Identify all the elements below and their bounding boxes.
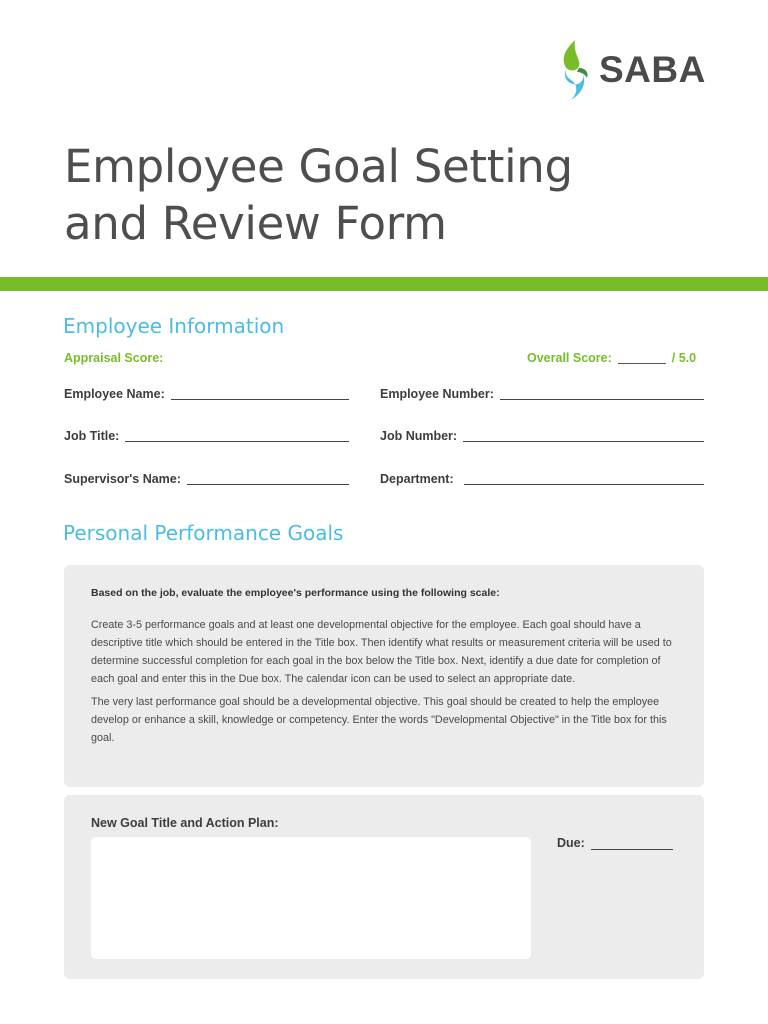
instructions-paragraph-1: Create 3-5 performance goals and at least one developmental objective for the employee. Each goal should have a descriptive title which should be entered in the Title box. Then identify what results or measurement criteria will be used to determine successful completion for each goal in the box below the Title box. Next, identify a due date for completion of each goal and enter this in the Due box. The calendar icon can be used to select an appropriate date. (91, 619, 672, 685)
overall-score-max: / 5.0 (671, 351, 697, 365)
overall-score-input[interactable] (618, 363, 666, 364)
employee-number-label: Employee Number: (380, 387, 494, 401)
page-title-line-1: Employee Goal Setting (64, 140, 573, 193)
department-field (380, 472, 704, 486)
new-goal-textarea[interactable] (91, 837, 531, 959)
employee-info-heading: Employee Information (63, 314, 285, 338)
header-divider (0, 277, 768, 291)
employee-number-input[interactable] (500, 399, 704, 400)
due-field (557, 836, 673, 850)
saba-leaf-icon (557, 38, 597, 102)
goals-heading: Personal Performance Goals (63, 521, 344, 545)
job-number-field (380, 429, 704, 443)
new-goal-box (64, 795, 704, 979)
employee-number-field (380, 387, 704, 401)
due-input[interactable] (591, 849, 673, 850)
job-number-label: Job Number: (380, 429, 458, 443)
department-input[interactable] (464, 484, 704, 485)
appraisal-score-label: Appraisal Score: (64, 351, 164, 365)
overall-score (527, 351, 696, 365)
instructions-lead: Based on the job, evaluate the employee's performance using the following scale: (91, 587, 500, 599)
overall-score-label: Overall Score: (527, 351, 612, 365)
instructions-box (64, 565, 704, 787)
employee-name-input[interactable] (171, 399, 349, 400)
new-goal-label: New Goal Title and Action Plan: (91, 816, 279, 830)
job-title-label: Job Title: (64, 429, 120, 443)
due-label: Due: (557, 836, 585, 850)
job-title-input[interactable] (125, 441, 349, 442)
department-label: Department: (380, 472, 454, 486)
employee-name-label: Employee Name: (64, 387, 165, 401)
supervisor-name-label: Supervisor's Name: (64, 472, 181, 486)
brand-name: SABA (599, 49, 706, 90)
job-number-input[interactable] (463, 441, 704, 442)
supervisor-name-field (64, 472, 349, 486)
saba-logo (557, 38, 727, 102)
job-title-field (64, 429, 349, 443)
supervisor-name-input[interactable] (187, 484, 349, 485)
page-title-line-2: and Review Form (64, 197, 447, 250)
instructions-paragraph-2: The very last performance goal should be a developmental objective. This goal should be created to help the employee develop or enhance a skill, knowledge or competency. Enter the words "Developmental Objective" in the Title box for this goal. (91, 696, 667, 744)
page-title (64, 138, 573, 252)
employee-name-field (64, 387, 349, 401)
